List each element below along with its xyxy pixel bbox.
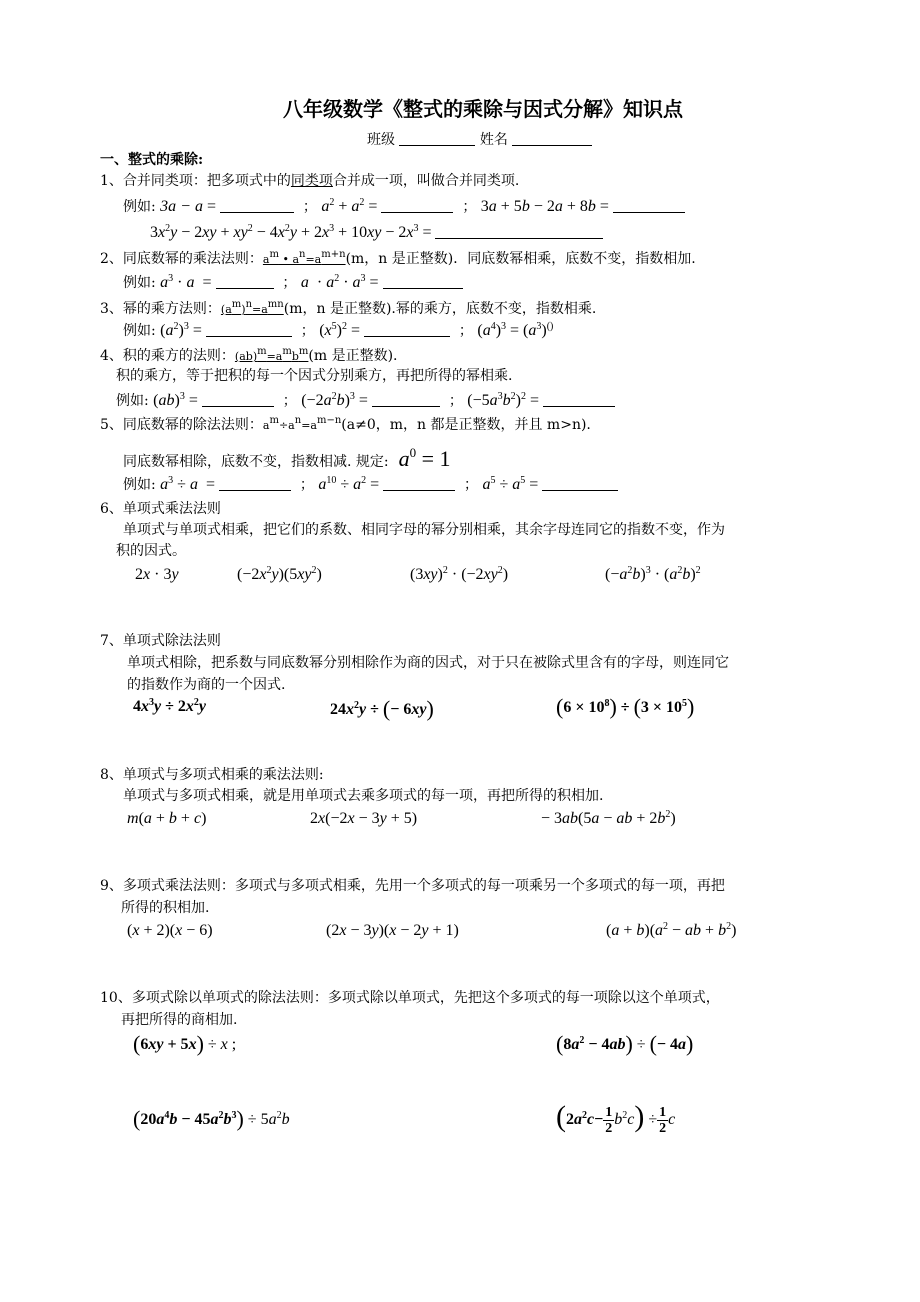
answer-blank[interactable] (216, 274, 274, 289)
rule-4-examples: 例如: (ab)$^3$ = ； $(-2a^2b)^3$ = ； $(-5a^3b^2)^2$ = (116, 392, 615, 410)
rule-2-formula: $a^m$ • $a^n=a^{m+n}$ (262, 249, 346, 266)
rule-10-line1: 10、多项式除以单项式的除法法则：多项式除以单项式，先把这个多项式的每一项除以这个单项式， (100, 990, 720, 1006)
rule-6-exercise-1: 2x · 3y (135, 566, 179, 583)
answer-blank[interactable] (383, 274, 463, 289)
rule-6-exercise-4: $(-a^2b)^3 \cdot (a^2b)^2$ (605, 565, 701, 583)
rule-10-exercise-3: $(20a^4b - 45a^2b^3) \div 5a^2b$ (133, 1106, 290, 1131)
rule-8-line1: 单项式与多项式相乘，就是用单项式去乘多项式的每一项，再把所得的积相加. (123, 788, 604, 804)
rule-6-line1: 单项式与单项式相乘，把它们的系数、相同字母的幂分别相乘，其余字母连同它的指数不变，作为 (123, 522, 725, 538)
rule-7-line2: 的指数作为商的一个因式. (127, 677, 286, 693)
rule-7-line1: 单项式相除，把系数与同底数幂分别相除作为商的因式，对于只在被除式里含有的字母，则连同它 (127, 655, 729, 671)
class-name-line (367, 131, 592, 149)
zero-exponent-rule: $a^0 = 1$ (398, 445, 451, 471)
rule-10-exercise-2: $(8a^2 - 4ab)$ ÷ (− 4a) (556, 1031, 694, 1056)
rule-5-examples: 例如: $a^3 \div a$ = ； $a^{10} \div a^2$ = ； $a^5 \div a^5$ = (123, 476, 618, 494)
section-heading-1: 一、整式的乘除: (100, 152, 204, 168)
answer-blank[interactable] (220, 198, 294, 213)
rule-10-exercise-1: (6xy + 5x) ÷ x ; (133, 1031, 237, 1056)
rule-9-line1: 9、多项式乘法法则：多项式与多项式相乘，先用一个多项式的每一项乘另一个多项式的每一项，再把 (100, 878, 725, 894)
example-expr: 3a − a = (160, 198, 220, 215)
answer-blank[interactable] (542, 476, 618, 491)
class-label: 班级 (367, 132, 395, 148)
answer-blank[interactable] (372, 392, 440, 407)
rule-8-exercise-3: − 3ab(5a − ab + $2b^2$) (541, 809, 676, 827)
page-title: 八年级数学《整式的乘除与因式分解》知识点 (283, 97, 683, 121)
rule-7-heading: 7、单项式除法法则 (100, 633, 221, 649)
rule-1-example-long: $3x^2y - 2xy + xy^2 - 4x^2y + 2x^3 + 10xy - 2x^3$ = (150, 224, 603, 242)
name-label: 姓名 (479, 132, 508, 148)
rule-3-formula: $(a^m)^n=a^{mn}$ (220, 299, 284, 316)
rule-6-heading: 6、单项式乘法法则 (100, 501, 221, 517)
rule-5-text: 5、同底数幂的除法法则：$a^m\div a^n=a^{m-n}(a\ne 0$，m，n 都是正整数，并且 m>n). (100, 415, 591, 433)
answer-blank[interactable] (543, 392, 615, 407)
rule-4-line2: 积的乘方，等于把积的每一个因式分别乘方，再把所得的幂相乘. (116, 368, 513, 384)
answer-blank[interactable] (381, 198, 453, 213)
answer-blank[interactable] (206, 322, 292, 337)
rule-4-text: 4、积的乘方的法则：$(ab)^m=a^mb^m(m$ 是正整数). (100, 346, 398, 364)
rule-8-exercise-1: m(a + b + c) (127, 810, 207, 827)
rule-9-line2: 所得的积相加. (121, 900, 210, 916)
fraction-half: $\frac{1}{2}$ (659, 1104, 667, 1136)
rule-5-line2: 同底数幂相除，底数不变，指数相减. 规定: $a^0 = 1$ (123, 445, 451, 471)
rule-4-formula: $(ab)^m=a^mb^m$ (234, 346, 309, 363)
rule-10-exercise-4: ($2a^2c-$ $\frac{1}{2}$ $b^2c$) ÷ $\frac{1}{2}$ c (556, 1100, 676, 1136)
rule-2-examples: 例如: $a^3 \cdot a$ = ； $a \cdot a^2 \cdot a^3$ = (123, 274, 463, 292)
answer-blank[interactable] (219, 476, 291, 491)
rule-9-exercise-2: (2x − 3y)(x − 2y + 1) (326, 922, 459, 939)
fraction-half: $\frac{1}{2}$ (605, 1104, 613, 1136)
rule-7-exercise-3: $(6 \times 10^8) \div (3 \times 10^5)$ (556, 694, 695, 719)
answer-blank[interactable] (435, 224, 603, 239)
answer-blank[interactable] (383, 476, 455, 491)
rule-6-exercise-3: $(3xy)^2 \cdot (-2xy^2)$ (410, 565, 509, 583)
rule-7-exercise-1: $4x^3y \div 2x^2y$ (133, 697, 206, 715)
rule-3-text: 3、幂的乘方法则：$(a^m)^n=a^{mn}(m$，n 是正整数).幂的乘方，底数不变，指数相乘. (100, 299, 597, 317)
rule-6-line2: 积的因式。 (116, 543, 186, 559)
rule-2-text: 2、同底数幂的乘法法则：$a^m$ • $a^n=a^{m+n}(m$，n 是正整数)．同底数幂相乘，底数不变，指数相加. (100, 249, 696, 267)
example-label: 例如: (123, 199, 156, 215)
rule-1-text: 1、合并同类项：把多项式中的同类项合并成一项，叫做合并同类项. (100, 173, 520, 189)
rule-5-formula: $a^m\div a^n=a^{m-n}$ (262, 415, 342, 432)
rule-10-line2: 再把所得的商相加. (121, 1012, 238, 1028)
answer-blank[interactable] (613, 198, 685, 213)
rule-3-examples: 例如: $(a^2)^3$ = ； $(x^5)^2$ = ； $(a^4)^3 = (a^3)^{()}$ (123, 321, 554, 339)
rule-8-heading: 8、单项式与多项式相乘的乘法法则: (100, 767, 324, 783)
rule-6-exercise-2: $(-2x^2y)(5xy^2)$ (237, 565, 322, 583)
answer-blank[interactable] (202, 392, 274, 407)
rule-1-examples: 例如: 3a − a = ； $a^2 + a^2$ = ； 3a + 5b − 2a + 8b = (123, 198, 685, 216)
answer-blank[interactable] (364, 322, 450, 337)
rule-8-exercise-2: 2x(−2x − 3y + 5) (310, 810, 418, 827)
rule-7-exercise-2: $24x^2y$ ÷ (− 6xy) (330, 696, 434, 721)
class-blank[interactable] (399, 131, 475, 146)
rule-9-exercise-3: $(a + b)(a^2$ − ab + $b^2$) (606, 921, 737, 939)
rule-9-exercise-1: (x + 2)(x − 6) (127, 922, 213, 939)
name-blank[interactable] (512, 131, 592, 146)
